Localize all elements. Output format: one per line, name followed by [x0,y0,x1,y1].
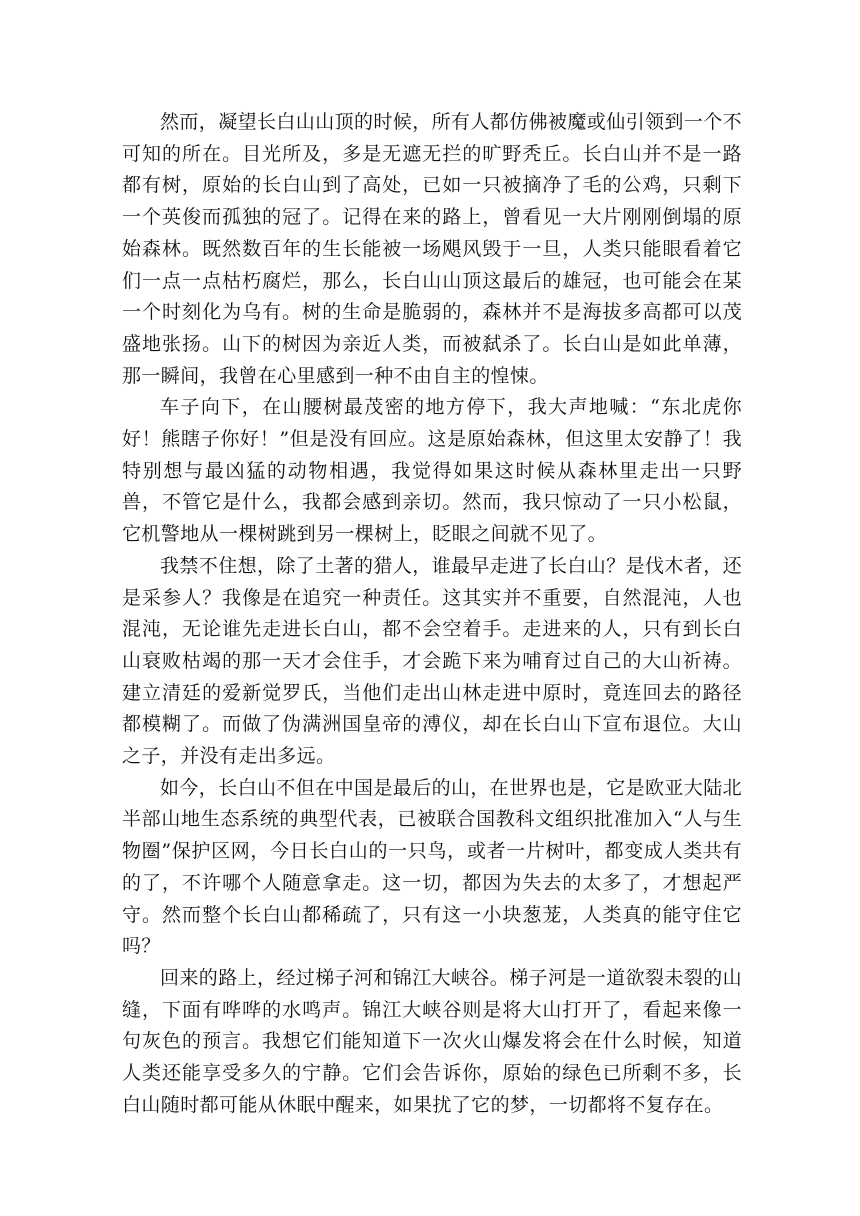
paragraph-3: 我禁不住想，除了土著的猎人，谁最早走进了长白山？是伐木者，还是采参人？我像是在追究一种责任。这其实并不重要，自然混沌，人也混沌，无论谁先走进长白山，都不会空着手。走进来的人，只有到长白山衰败枯竭的那一天才会住手，才会跪下来为哺育过自己的大山祈祷。建立清廷的爱新觉罗氏，当他们走出山林走进中原时，竟连回去的路径都模糊了。而做了伪满洲国皇帝的溥仪，却在长白山下宣布退位。大山之子，并没有走出多远。 [122,554,743,768]
article-body [122,107,742,1122]
paragraph-1: 然而，凝望长白山山顶的时候，所有人都仿佛被魔或仙引领到一个不可知的所在。目光所及，多是无遮无拦的旷野秃丘。长白山并不是一路都有树，原始的长白山到了高处，已如一只被摘净了毛的公鸡，只剩下一个英俊而孤独的冠了。记得在来的路上，曾看见一大片刚刚倒塌的原始森林。既然数百年的生长能被一场飓风毁于一旦，人类只能眼看着它们一点一点枯朽腐烂，那么，长白山山顶这最后的雄冠，也可能会在某一个时刻化为乌有。树的生命是脆弱的，森林并不是海拔多高都可以茂盛地张扬。山下的树因为亲近人类，而被弑杀了。长白山是如此单薄，那一瞬间，我曾在心里感到一种不由自主的惶悚。 [122,111,743,387]
paragraph-2: 车子向下，在山腰树最茂密的地方停下，我大声地喊：“东北虎你好！熊瞎子你好！”但是没有回应。这是原始森林，但这里太安静了！我特别想与最凶猛的动物相遇，我觉得如果这时候从森林里走出一只野兽，不管它是什么，我都会感到亲切。然而，我只惊动了一只小松鼠，它机警地从一棵树跳到另一棵树上，眨眼之间就不见了。 [122,396,742,546]
paragraph-4: 如今，长白山不但在中国是最后的山，在世界也是，它是欧亚大陆北半部山地生态系统的典型代表，已被联合国教科文组织批准加入“人与生物圈”保护区网，今日长白山的一只鸟，或者一片树叶，都变成人类共有的了，不许哪个人随意拿走。这一切，都因为失去的太多了，才想起严守。然而整个长白山都稀疏了，只有这一小块葱茏，人类真的能守住它吗？ [122,776,743,958]
paragraph-5: 回来的路上，经过梯子河和锦江大峡谷。梯子河是一道欲裂未裂的山缝，下面有哗哗的水鸣声。锦江大峡谷则是将大山打开了，看起来像一句灰色的预言。我想它们能知道下一次火山爆发将会在什么时候，知道人类还能享受多久的宁静。它们会告诉你，原始的绿色已所剩不多，长白山随时都可能从休眠中醒来，如果扰了它的梦，一切都将不复存在。 [122,966,743,1116]
